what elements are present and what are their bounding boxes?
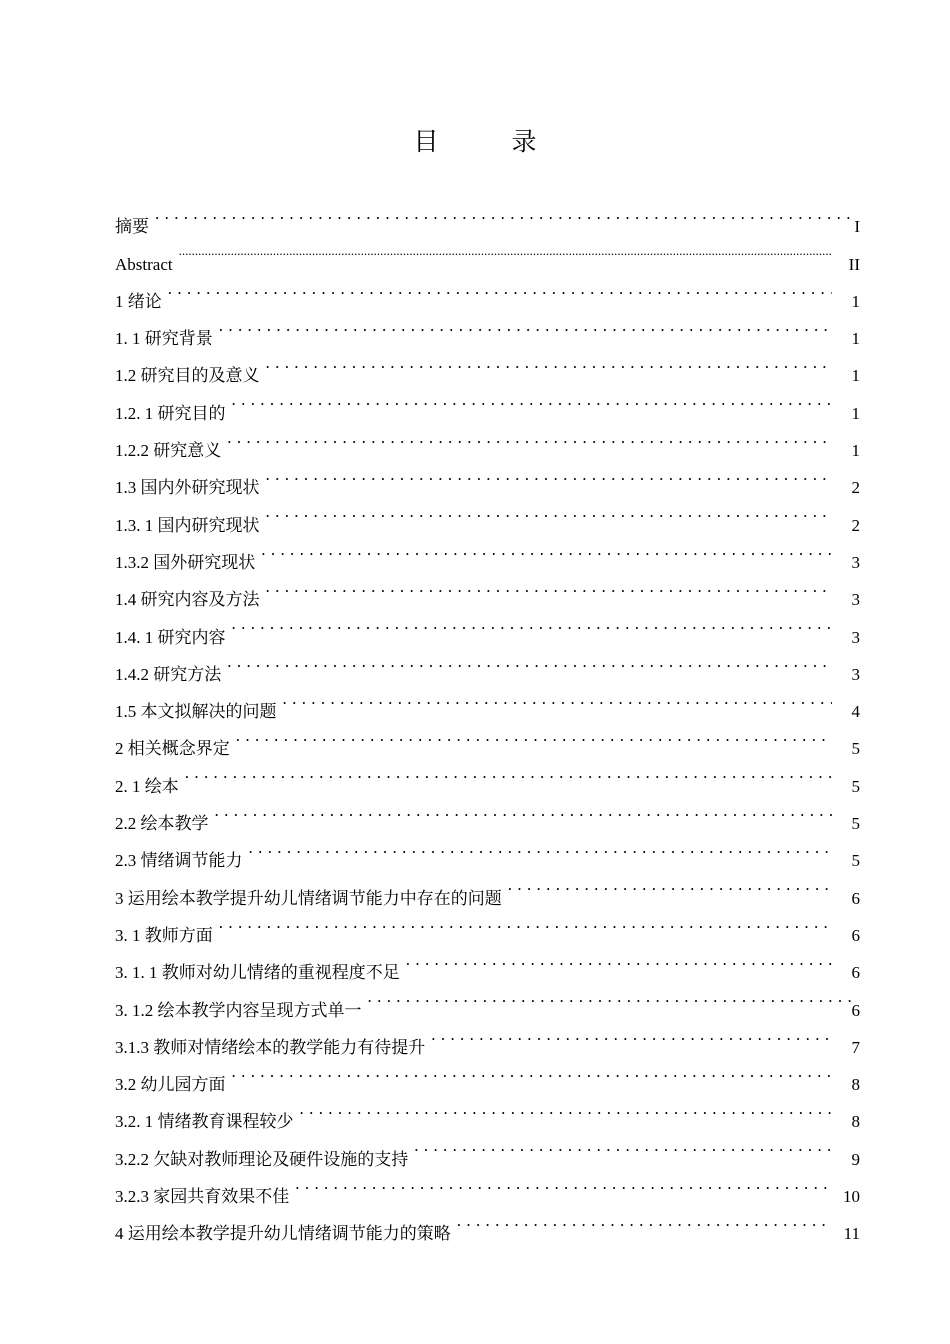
toc-entry-label: 3.2.3 家园共育效果不佳: [115, 1187, 290, 1207]
toc-entry[interactable]: [115, 195, 860, 237]
toc-entry-page-number: 6: [851, 963, 860, 983]
toc-entry[interactable]: [115, 941, 860, 983]
toc-entry-page-number: 1: [851, 403, 860, 423]
toc-dot-leader: [232, 1053, 833, 1090]
toc-entry-page-number: 5: [851, 814, 860, 834]
toc-entry-label: 3.2. 1 情绪教育课程较少: [115, 1112, 294, 1132]
toc-entry-label: 3.2 幼儿园方面: [115, 1075, 226, 1095]
toc-dot-leader: [185, 754, 832, 791]
toc-dot-leader: [236, 717, 832, 754]
toc-dot-leader: [261, 531, 832, 568]
toc-dot-leader: [406, 941, 832, 978]
toc-dot-leader: [168, 270, 832, 307]
toc-entry[interactable]: [115, 344, 860, 386]
toc-entry-label: 2.2 绘本教学: [115, 814, 209, 834]
toc-dot-leader: [283, 680, 833, 717]
toc-dot-leader: [155, 195, 854, 232]
toc-entry-page-number: 5: [851, 739, 860, 759]
toc-entry-label: 3 运用绘本教学提升幼儿情绪调节能力中存在的问题: [115, 888, 502, 908]
toc-entry-label: 2.3 情绪调节能力: [115, 851, 243, 871]
toc-entry-label: 1.2 研究目的及意义: [115, 366, 260, 386]
toc-entry-page-number: 5: [851, 851, 860, 871]
toc-dot-leader: [215, 792, 833, 829]
toc-entry-page-number: 3: [851, 627, 860, 647]
toc-entry-label: 1.4.2 研究方法: [115, 664, 222, 684]
toc-entry-label: 2 相关概念界定: [115, 739, 230, 759]
toc-entry-label: 3.2.2 欠缺对教师理论及硬件设施的支持: [115, 1149, 409, 1169]
toc-entry-page-number: 3: [851, 590, 860, 610]
toc-dot-leader: [266, 456, 833, 493]
toc-entry-label: Abstract: [115, 254, 173, 274]
toc-entry[interactable]: [115, 829, 860, 871]
toc-dot-leader: [431, 1016, 832, 1053]
toc-entry-page-number: 9: [851, 1149, 860, 1169]
toc-entry-page-number: 1: [851, 366, 860, 386]
toc-dot-leader: [368, 978, 852, 1015]
toc-entry-label: 1.2.2 研究意义: [115, 441, 222, 461]
toc-entry-label: 1.2. 1 研究目的: [115, 403, 226, 423]
toc-entry-page-number: 1: [851, 329, 860, 349]
toc-entry-page-number: 3: [851, 552, 860, 572]
toc-dot-leader: [249, 829, 833, 866]
toc-entry-page-number: 10: [843, 1187, 860, 1207]
toc-entry[interactable]: [115, 232, 860, 274]
toc-entry-label: 3. 1 教师方面: [115, 925, 213, 945]
toc-dot-leader: [414, 1127, 832, 1164]
toc-entry-page-number: 6: [851, 925, 860, 945]
toc-entry[interactable]: [115, 904, 860, 945]
toc-entry-label: 1.3. 1 国内研究现状: [115, 515, 260, 535]
toc-title: 目 录: [413, 127, 561, 156]
toc-entry-page-number: 6: [851, 1000, 860, 1020]
toc-entry-label: 1.4 研究内容及方法: [115, 590, 260, 610]
toc-entry[interactable]: [115, 419, 860, 461]
toc-entry-label: 1.3.2 国外研究现状: [115, 552, 256, 572]
toc-entry-label: 3.1.3 教师对情绪绘本的教学能力有待提升: [115, 1037, 426, 1057]
toc-entry-page-number: 11: [843, 1224, 860, 1244]
toc-entry-label: 摘要: [115, 217, 149, 237]
toc-entry-page-number: 8: [851, 1075, 860, 1095]
toc-dot-leader: [295, 1165, 832, 1202]
toc-dot-leader: [508, 866, 832, 903]
toc-dot-leader: [266, 568, 833, 605]
toc-entry-page-number: 3: [851, 664, 860, 684]
toc-entry-page-number: I: [854, 217, 860, 237]
toc-dot-leader: [179, 232, 832, 269]
toc-entry-label: 1.5 本文拟解决的问题: [115, 702, 277, 722]
toc-entry[interactable]: [115, 270, 860, 311]
toc-dot-leader: [266, 344, 833, 381]
toc-entry-label: 1 绪论: [115, 291, 162, 311]
toc-entry-label: 1.4. 1 研究内容: [115, 627, 226, 647]
toc-dot-leader: [227, 419, 832, 456]
toc-entry-page-number: 2: [851, 515, 860, 535]
toc-dot-leader: [266, 493, 833, 530]
toc-entry-page-number: 5: [851, 776, 860, 796]
toc-entry-label: 3. 1. 1 教师对幼儿情绪的重视程度不足: [115, 963, 400, 983]
toc-entry[interactable]: [115, 792, 860, 834]
toc-entry-page-number: 8: [851, 1112, 860, 1132]
toc-entry[interactable]: [115, 754, 860, 796]
toc-entry-label: 3. 1.2 绘本教学内容呈现方式单一: [115, 1000, 362, 1020]
toc-entry-page-number: 1: [851, 291, 860, 311]
toc-entry-page-number: 6: [851, 888, 860, 908]
toc-entry-page-number: 7: [851, 1037, 860, 1057]
toc-entry-page-number: II: [848, 254, 860, 274]
toc-entry[interactable]: [115, 307, 860, 349]
toc-entry-label: 1.3 国内外研究现状: [115, 478, 260, 498]
toc-entry-page-number: 2: [851, 478, 860, 498]
toc-entry-page-number: 1: [851, 441, 860, 461]
toc-dot-leader: [457, 1202, 832, 1239]
toc-dot-leader: [227, 643, 832, 680]
toc-dot-leader: [232, 605, 833, 642]
toc-entry-page-number: 4: [851, 702, 860, 722]
toc-entry-label: 4 运用绘本教学提升幼儿情绪调节能力的策略: [115, 1224, 451, 1244]
toc-dot-leader: [232, 381, 833, 418]
toc-entry-label: 2. 1 绘本: [115, 776, 179, 796]
toc-list: [115, 195, 860, 1244]
toc-dot-leader: [219, 904, 832, 941]
toc-dot-leader: [219, 307, 832, 344]
toc-entry[interactable]: [115, 643, 860, 684]
toc-dot-leader: [300, 1090, 833, 1127]
toc-entry-label: 1. 1 研究背景: [115, 329, 213, 349]
